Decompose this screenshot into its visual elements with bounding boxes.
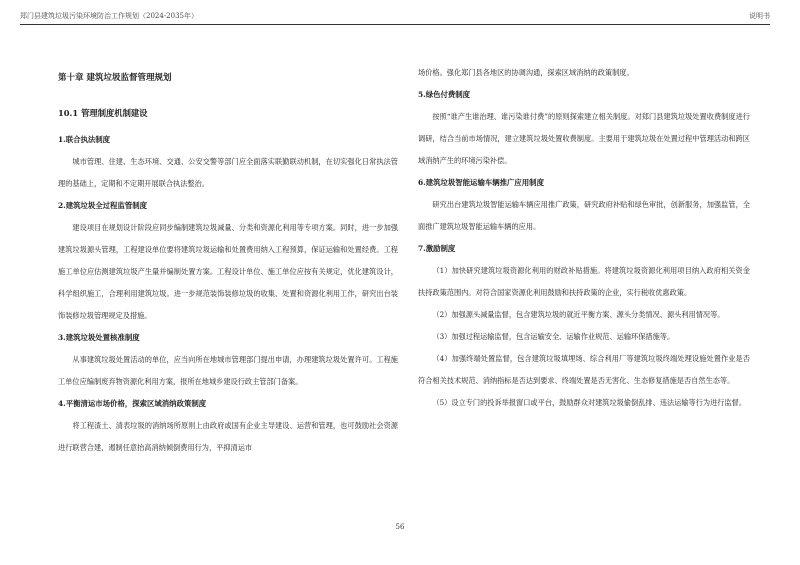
list-item: （4）加强终端处置监督，包含建筑垃圾填埋场、综合利用厂等建筑垃圾终端处理设施处置作业是否符合相关技术规范、消纳指标是否达到要求、终端处置是否无害化、生态修复措施是否自然生态等。 (418, 354, 750, 385)
section-title: 10.1 管理制度机制建设 (58, 108, 148, 118)
paragraph: 城市管理、住建、生态环境、交通、公安交警等部门应全面落实联勤联动机制，在切实强化日常执法管理的基础上，定期和不定期开展联合执法整治。 (58, 157, 398, 188)
paragraph-continuation: 场价格。强化郑门县各地区的协调沟通，探索区域消纳的政策制度。 (418, 68, 634, 77)
list-item: （3）加强过程运输监督，包含运输安全、运输作业规范、运输环保措施等。 (432, 332, 675, 341)
list-item: （1）加快研究建筑垃圾资源化利用的财政补贴措施。将建筑垃圾资源化利用项目纳入政府相关资金扶持政策范围内。对符合国家资源化利用鼓励和扶持政策的企业，实行税收优惠政策。 (418, 266, 750, 297)
list-item: （5）设立专门的投诉举报窗口或平台，鼓励群众对建筑垃圾偷倒乱排、违法运输等行为进行监督。 (432, 398, 747, 407)
paragraph: 建设项目在规划设计阶段应同步编制建筑垃圾减量、分类和资源化利用等专项方案。同时，进一步加强建筑垃圾源头管理，工程建设单位要将建筑垃圾运输和处置费用纳入工程预算，保证运输和处置经费。工程施工单位应估测建筑垃圾产生量并编制处置方案。工程设计单位、施工单位应按有关规定，优化建筑设计，科学组织施工，合理利用建筑垃圾。进一步规范装饰装修垃圾的收集、处置和资源化利用工作，研究出台装饰装修垃圾管理规定及措施。 (58, 223, 398, 320)
chapter-title: 第十章 建筑垃圾监督管理规划 (58, 73, 172, 83)
subsection-heading: 5.绿色付费制度 (418, 90, 471, 99)
subsection-heading: 4.平衡清运市场价格，探索区域消纳政策制度 (58, 399, 207, 408)
paragraph: 将工程渣土、清表垃圾的消纳场所原则上由政府或国有企业主导建设、运营和管理，也可鼓励社会资源进行联营合建，遏制任意抬高消纳倾倒费用行为，平抑清运市 (58, 421, 398, 452)
running-header-label: 说明书 (749, 12, 770, 20)
list-item: （2）加强源头减量监督，包含建筑垃圾的就近平衡方案、源头分类情况、源头利用情况等。 (432, 310, 725, 319)
subsection-heading: 3.建筑垃圾处置核准制度 (58, 333, 140, 342)
left-column (58, 62, 398, 459)
paragraph: 研究出台建筑垃圾智能运输车辆应用推广政策，研究政府补贴和绿色审批，创新服务，加强监管，全面推广建筑垃圾智能运输车辆的应用。 (418, 200, 750, 231)
paragraph: 从事建筑垃圾处置活动的单位，应当向所在地城市管理部门提出申请，办理建筑垃圾处置许可。工程施工单位应编制废弃物资源化利用方案，报所在地城乡建设行政主管部门备案。 (58, 355, 398, 386)
subsection-heading: 6.建筑垃圾智能运输车辆推广应用制度 (418, 178, 544, 187)
page-number: 56 (395, 523, 405, 531)
subsection-heading: 2.建筑垃圾全过程监管制度 (58, 201, 148, 210)
subsection-heading: 7.激励制度 (418, 244, 456, 253)
running-header-title: 郑门县建筑垃圾污染环境防治工作规划（2024-2035年） (20, 12, 198, 20)
right-column (418, 62, 750, 414)
paragraph: 按照“谁产生谁治理、谁污染谁付费”的原则探索建立相关制度。对郑门县建筑垃圾处置收费制度进行调研，结合当前市场情况，建立建筑垃圾处置收费制度。主要用于建筑垃圾在处置过程中管理活动和跨区域消纳产生的环境污染补偿。 (418, 112, 750, 165)
subsection-heading: 1.联合执法制度 (58, 135, 111, 144)
header-divider (20, 24, 770, 25)
